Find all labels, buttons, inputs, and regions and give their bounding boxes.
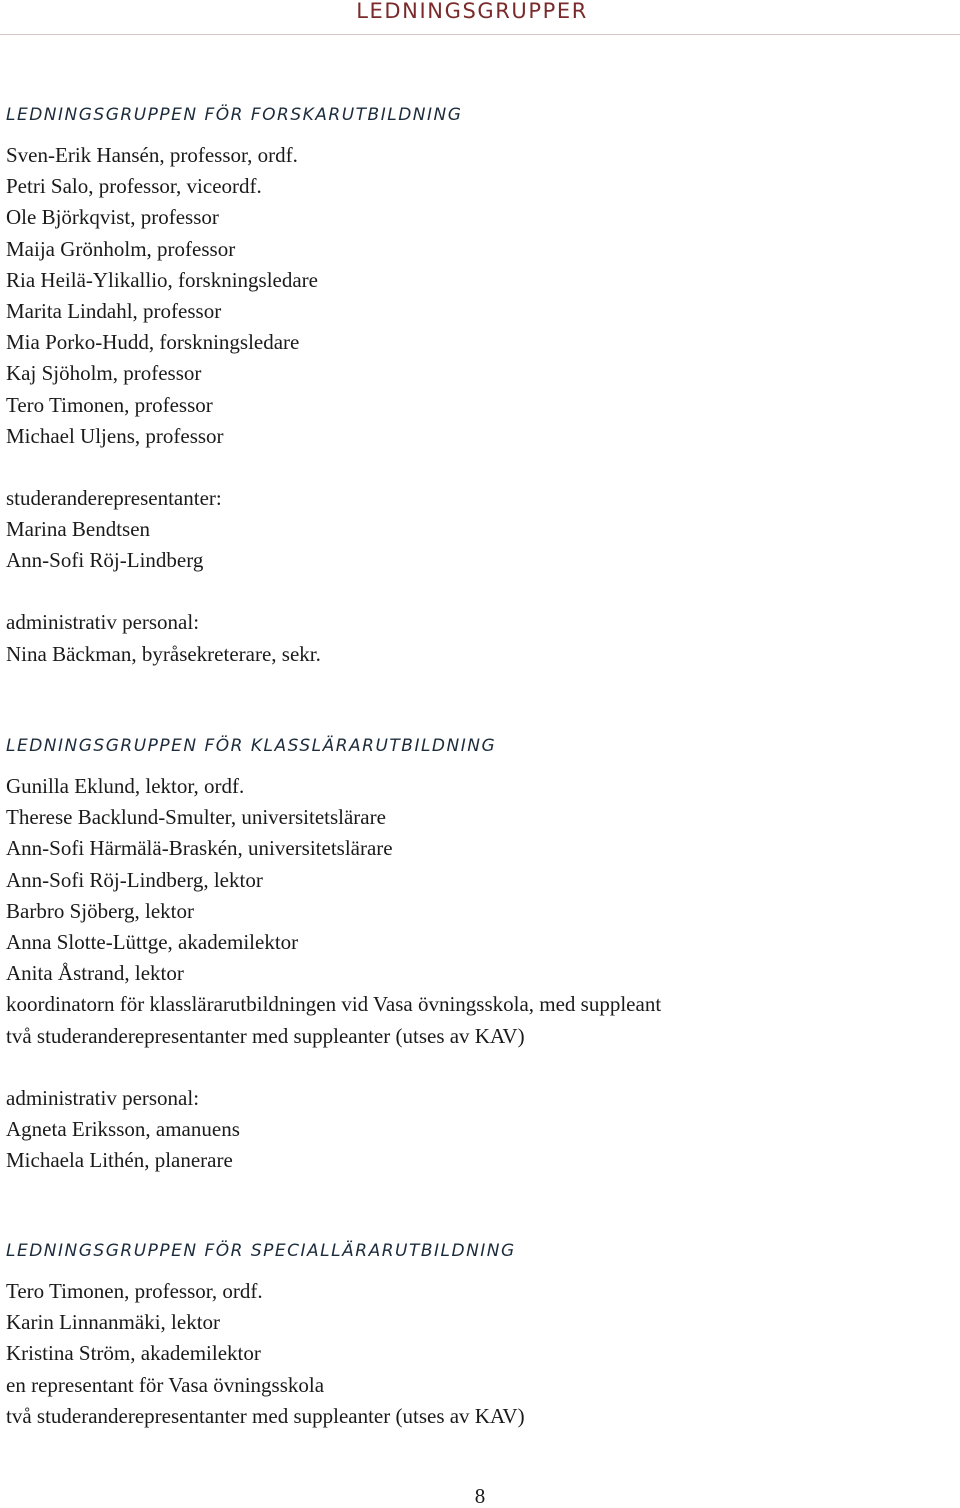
list-item: koordinatorn för klasslärarutbildningen vid Vasa övningsskola, med suppleant	[6, 992, 662, 1017]
list-item: Michael Uljens, professor	[6, 423, 224, 448]
group-label: studeranderepresentanter:	[6, 485, 222, 510]
section-speciallararutbildning	[6, 1240, 525, 1432]
running-header	[0, 0, 960, 35]
student-representatives	[6, 483, 462, 577]
list-item: Petri Salo, professor, viceordf.	[6, 174, 262, 199]
list-item: en representant för Vasa övningsskola	[6, 1372, 325, 1397]
list-item: Kaj Sjöholm, professor	[6, 361, 202, 386]
list-item: Michaela Lithén, planerare	[6, 1148, 233, 1173]
page-number: 8	[474, 1484, 486, 1508]
member-list	[6, 1276, 525, 1432]
list-item: Ann-Sofi Röj-Lindberg	[6, 548, 204, 573]
section-heading: LEDNINGSGRUPPEN FÖR SPECIALLÄRARUTBILDNING	[6, 1241, 516, 1261]
administrative-staff	[6, 607, 462, 669]
list-item: Kristina Ström, akademilektor	[6, 1341, 261, 1366]
list-item: Ann-Sofi Röj-Lindberg, lektor	[6, 867, 263, 892]
list-item: Marita Lindahl, professor	[6, 298, 222, 323]
list-item: Tero Timonen, professor	[6, 392, 213, 417]
list-item: Marina Bendtsen	[6, 517, 151, 542]
list-item: Agneta Eriksson, amanuens	[6, 1116, 240, 1141]
section-forskarutbildning	[6, 104, 462, 670]
list-item: Mia Porko-Hudd, forskningsledare	[6, 330, 300, 355]
list-item: Sven-Erik Hansén, professor, ordf.	[6, 143, 298, 167]
group-label: administrativ personal:	[6, 1085, 200, 1110]
list-item: Anita Åstrand, lektor	[6, 961, 184, 986]
list-item: Nina Bäckman, byråsekreterare, sekr.	[6, 641, 321, 666]
list-item: Therese Backlund-Smulter, universitetslärare	[6, 805, 386, 830]
list-item: Barbro Sjöberg, lektor	[6, 898, 194, 923]
list-item: två studeranderepresentanter med suppleanter (utses av KAV)	[6, 1403, 525, 1428]
list-item: Ann-Sofi Härmälä-Braskén, universitetslärare	[6, 836, 393, 861]
list-item: två studeranderepresentanter med suppleanter (utses av KAV)	[6, 1023, 525, 1048]
section-klasslararutbildning	[6, 735, 661, 1176]
administrative-staff	[6, 1083, 661, 1177]
list-item: Anna Slotte-Lüttge, akademilektor	[6, 929, 299, 954]
running-header-title: LEDNINGSGRUPPER	[356, 0, 588, 23]
list-item: Karin Linnanmäki, lektor	[6, 1310, 221, 1335]
list-item: Ria Heilä-Ylikallio, forskningsledare	[6, 267, 318, 292]
group-label: administrativ personal:	[6, 610, 200, 635]
section-heading: LEDNINGSGRUPPEN FÖR KLASSLÄRARUTBILDNING	[6, 736, 497, 756]
list-item: Gunilla Eklund, lektor, ordf.	[6, 774, 245, 798]
list-item: Maija Grönholm, professor	[6, 236, 236, 261]
list-item: Ole Björkqvist, professor	[6, 205, 219, 230]
member-list	[6, 140, 462, 452]
section-heading: LEDNINGSGRUPPEN FÖR FORSKARUTBILDNING	[6, 105, 463, 125]
member-list	[6, 771, 661, 1052]
list-item: Tero Timonen, professor, ordf.	[6, 1279, 263, 1303]
